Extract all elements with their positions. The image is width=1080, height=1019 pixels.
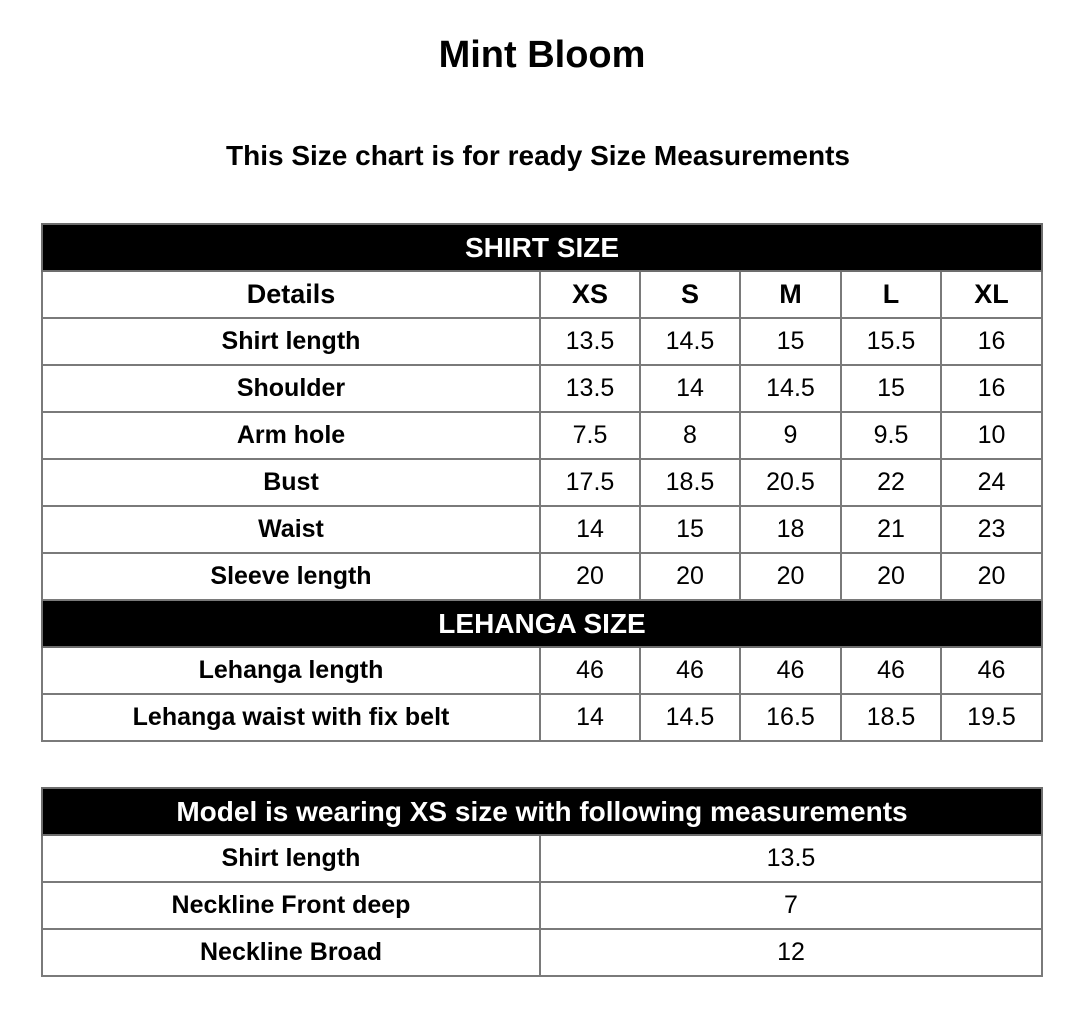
value-cell: 13.5	[540, 318, 640, 365]
size-xs-header: XS	[540, 271, 640, 318]
table-row-model-shirt-length	[42, 835, 1042, 882]
size-s-header: S	[640, 271, 740, 318]
value-cell: 20	[740, 553, 841, 600]
value-cell: 16	[941, 318, 1042, 365]
row-label: Neckline Front deep	[42, 882, 540, 929]
table-row-sleeve-length	[42, 553, 1042, 600]
value-cell: 8	[640, 412, 740, 459]
size-l-header: L	[841, 271, 941, 318]
table-row-neckline-broad	[42, 929, 1042, 976]
value-cell: 46	[540, 647, 640, 694]
value-cell: 22	[841, 459, 941, 506]
value-cell: 15	[841, 365, 941, 412]
table-row-neckline-front-deep	[42, 882, 1042, 929]
table-row-lehanga-length	[42, 647, 1042, 694]
row-label: Neckline Broad	[42, 929, 540, 976]
model-header-row	[42, 788, 1042, 835]
value-cell: 14.5	[740, 365, 841, 412]
value-cell: 15.5	[841, 318, 941, 365]
value-cell: 9.5	[841, 412, 941, 459]
row-label: Arm hole	[42, 412, 540, 459]
value-cell: 20	[841, 553, 941, 600]
table-row-shoulder	[42, 365, 1042, 412]
table-row-bust	[42, 459, 1042, 506]
size-xl-header: XL	[941, 271, 1042, 318]
value-cell: 12	[540, 929, 1042, 976]
value-cell: 46	[941, 647, 1042, 694]
value-cell: 17.5	[540, 459, 640, 506]
size-labels-row	[42, 271, 1042, 318]
value-cell: 7	[540, 882, 1042, 929]
table-row-arm-hole	[42, 412, 1042, 459]
row-label: Lehanga waist with fix belt	[42, 694, 540, 741]
value-cell: 20.5	[740, 459, 841, 506]
value-cell: 16.5	[740, 694, 841, 741]
shirt-size-header-row	[42, 224, 1042, 271]
value-cell: 18.5	[841, 694, 941, 741]
value-cell: 13.5	[540, 835, 1042, 882]
value-cell: 20	[640, 553, 740, 600]
table-row-shirt-length	[42, 318, 1042, 365]
size-chart-subtitle: This Size chart is for ready Size Measurements	[225, 140, 850, 171]
shirt-size-header: SHIRT SIZE	[42, 224, 1042, 271]
value-cell: 20	[941, 553, 1042, 600]
value-cell: 14.5	[640, 694, 740, 741]
row-label: Shirt length	[42, 318, 540, 365]
value-cell: 24	[941, 459, 1042, 506]
value-cell: 14	[540, 506, 640, 553]
value-cell: 18	[740, 506, 841, 553]
table-row-waist	[42, 506, 1042, 553]
row-label: Lehanga length	[42, 647, 540, 694]
lehanga-size-header-row	[42, 600, 1042, 647]
row-label: Shirt length	[42, 835, 540, 882]
value-cell: 9	[740, 412, 841, 459]
brand-title: Mint Bloom	[438, 34, 646, 76]
value-cell: 14.5	[640, 318, 740, 365]
value-cell: 14	[640, 365, 740, 412]
value-cell: 46	[740, 647, 841, 694]
value-cell: 23	[941, 506, 1042, 553]
value-cell: 16	[941, 365, 1042, 412]
value-cell: 14	[540, 694, 640, 741]
value-cell: 10	[941, 412, 1042, 459]
model-measurements-table	[41, 787, 1043, 977]
row-label: Waist	[42, 506, 540, 553]
row-label: Sleeve length	[42, 553, 540, 600]
value-cell: 18.5	[640, 459, 740, 506]
value-cell: 19.5	[941, 694, 1042, 741]
model-header: Model is wearing XS size with following measurements	[42, 788, 1042, 835]
value-cell: 46	[841, 647, 941, 694]
value-cell: 7.5	[540, 412, 640, 459]
value-cell: 15	[640, 506, 740, 553]
value-cell: 20	[540, 553, 640, 600]
table-row-lehanga-waist	[42, 694, 1042, 741]
value-cell: 46	[640, 647, 740, 694]
row-label: Bust	[42, 459, 540, 506]
details-header: Details	[42, 271, 540, 318]
value-cell: 21	[841, 506, 941, 553]
value-cell: 13.5	[540, 365, 640, 412]
row-label: Shoulder	[42, 365, 540, 412]
size-m-header: M	[740, 271, 841, 318]
lehanga-size-header: LEHANGA SIZE	[42, 600, 1042, 647]
value-cell: 15	[740, 318, 841, 365]
size-chart-table	[41, 223, 1043, 742]
